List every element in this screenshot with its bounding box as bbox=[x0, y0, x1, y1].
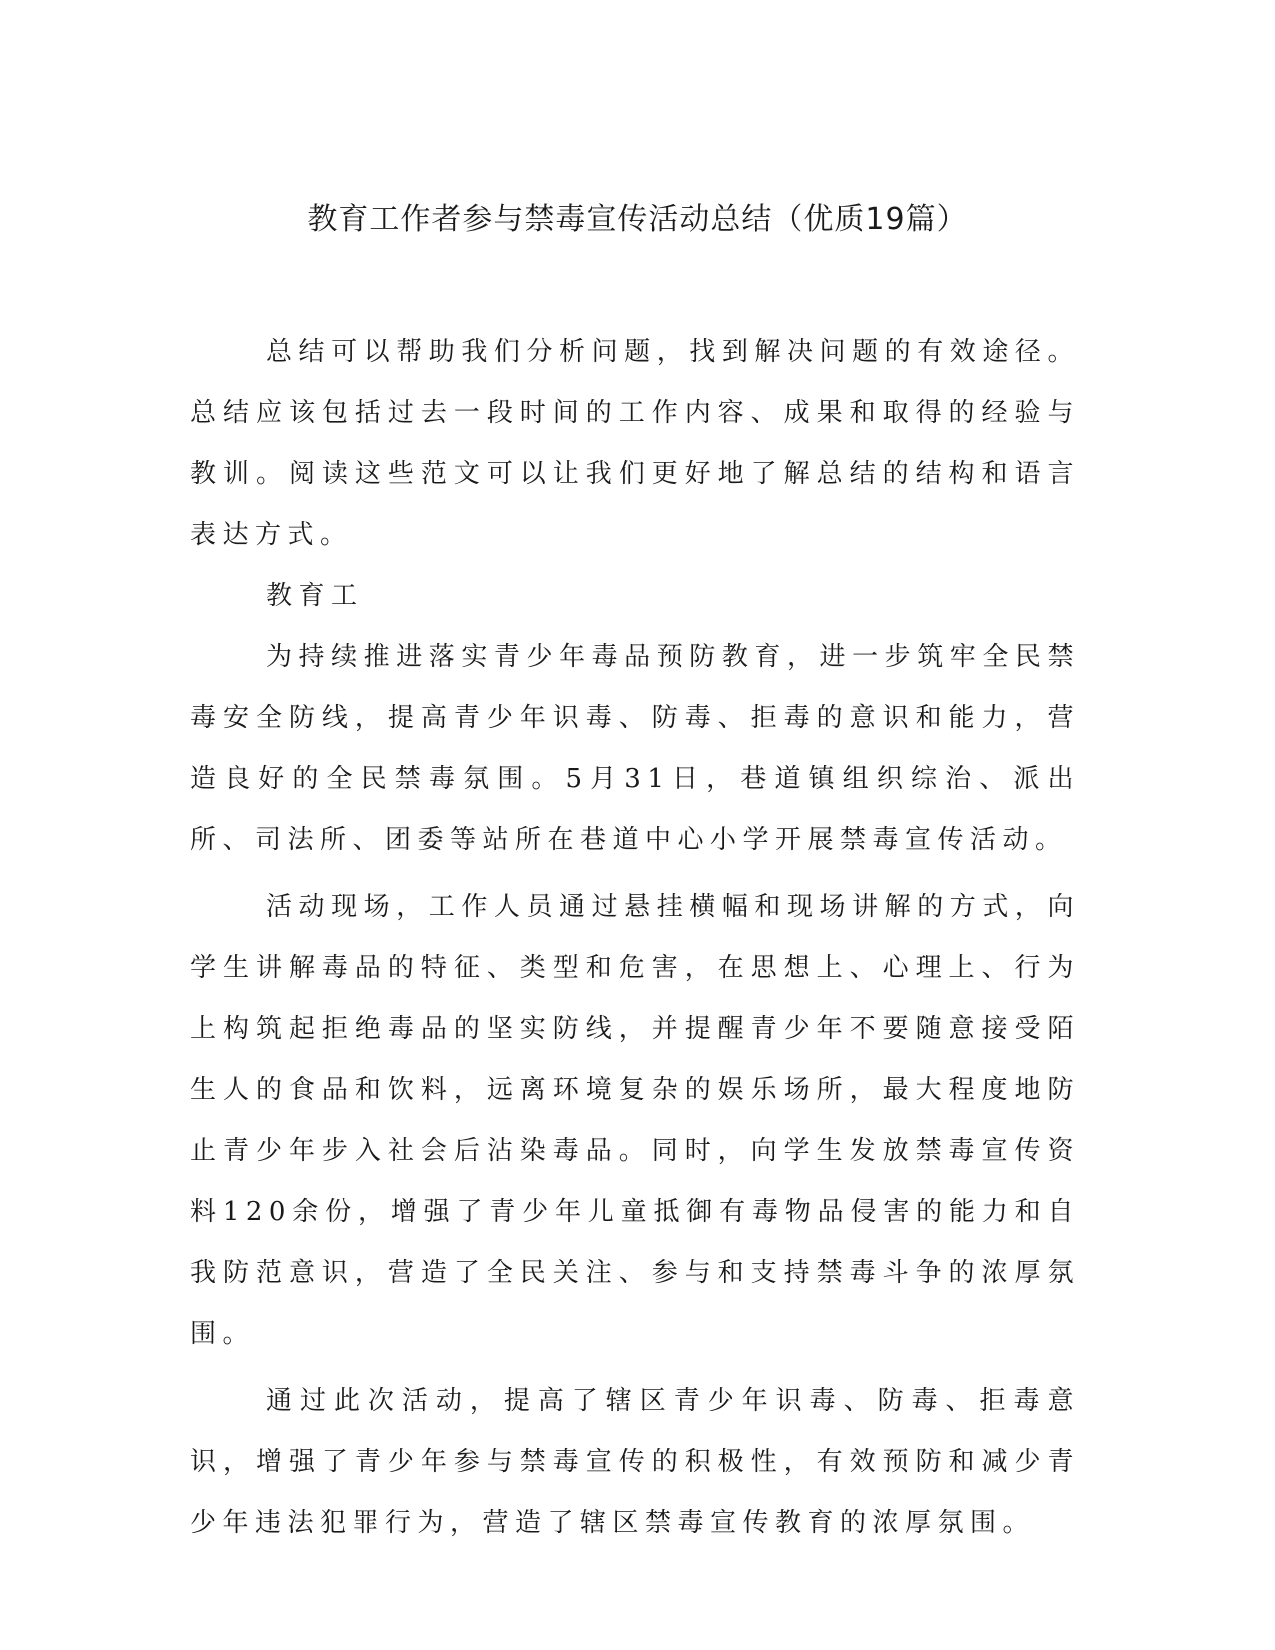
paragraph-section-heading: 教育工 bbox=[266, 581, 364, 611]
document-title: 教育工作者参与禁毒宣传活动总结（优质19篇） bbox=[307, 202, 968, 237]
paragraph-intro: 总结可以帮助我们分析问题，找到解决问题的有效途径。总结应该包括过去一段时间的工作内容、成果和取得的经验与教训。阅读这些范文可以让我们更好地了解总结的结构和语言表达方式。 bbox=[190, 337, 1080, 550]
document-body bbox=[190, 322, 1080, 1554]
paragraph-conclusion: 通过此次活动，提高了辖区青少年识毒、防毒、拒毒意识，增强了青少年参与禁毒宣传的积极性，有效预防和减少青少年违法犯罪行为，营造了辖区禁毒宣传教育的浓厚氛围。 bbox=[190, 1386, 1080, 1538]
paragraph-activity: 活动现场，工作人员通过悬挂横幅和现场讲解的方式，向学生讲解毒品的特征、类型和危害，在思想上、心理上、行为上构筑起拒绝毒品的坚实防线，并提醒青少年不要随意接受陌生人的食品和饮料，远离环境复杂的娱乐场所，最大程度地防止青少年步入社会后沾染毒品。同时，向学生发放禁毒宣传资料120余份，增强了青少年儿童抵御有毒物品侵害的能力和自我防范意识，营造了全民关注、参与和支持禁毒斗争的浓厚氛围。 bbox=[190, 892, 1080, 1349]
paragraph-background: 为持续推进落实青少年毒品预防教育，进一步筑牢全民禁毒安全防线，提高青少年识毒、防毒、拒毒的意识和能力，营造良好的全民禁毒氛围。5月31日，巷道镇组织综治、派出所、司法所、团委等站所在巷道中心小学开展禁毒宣传活动。 bbox=[190, 642, 1080, 855]
